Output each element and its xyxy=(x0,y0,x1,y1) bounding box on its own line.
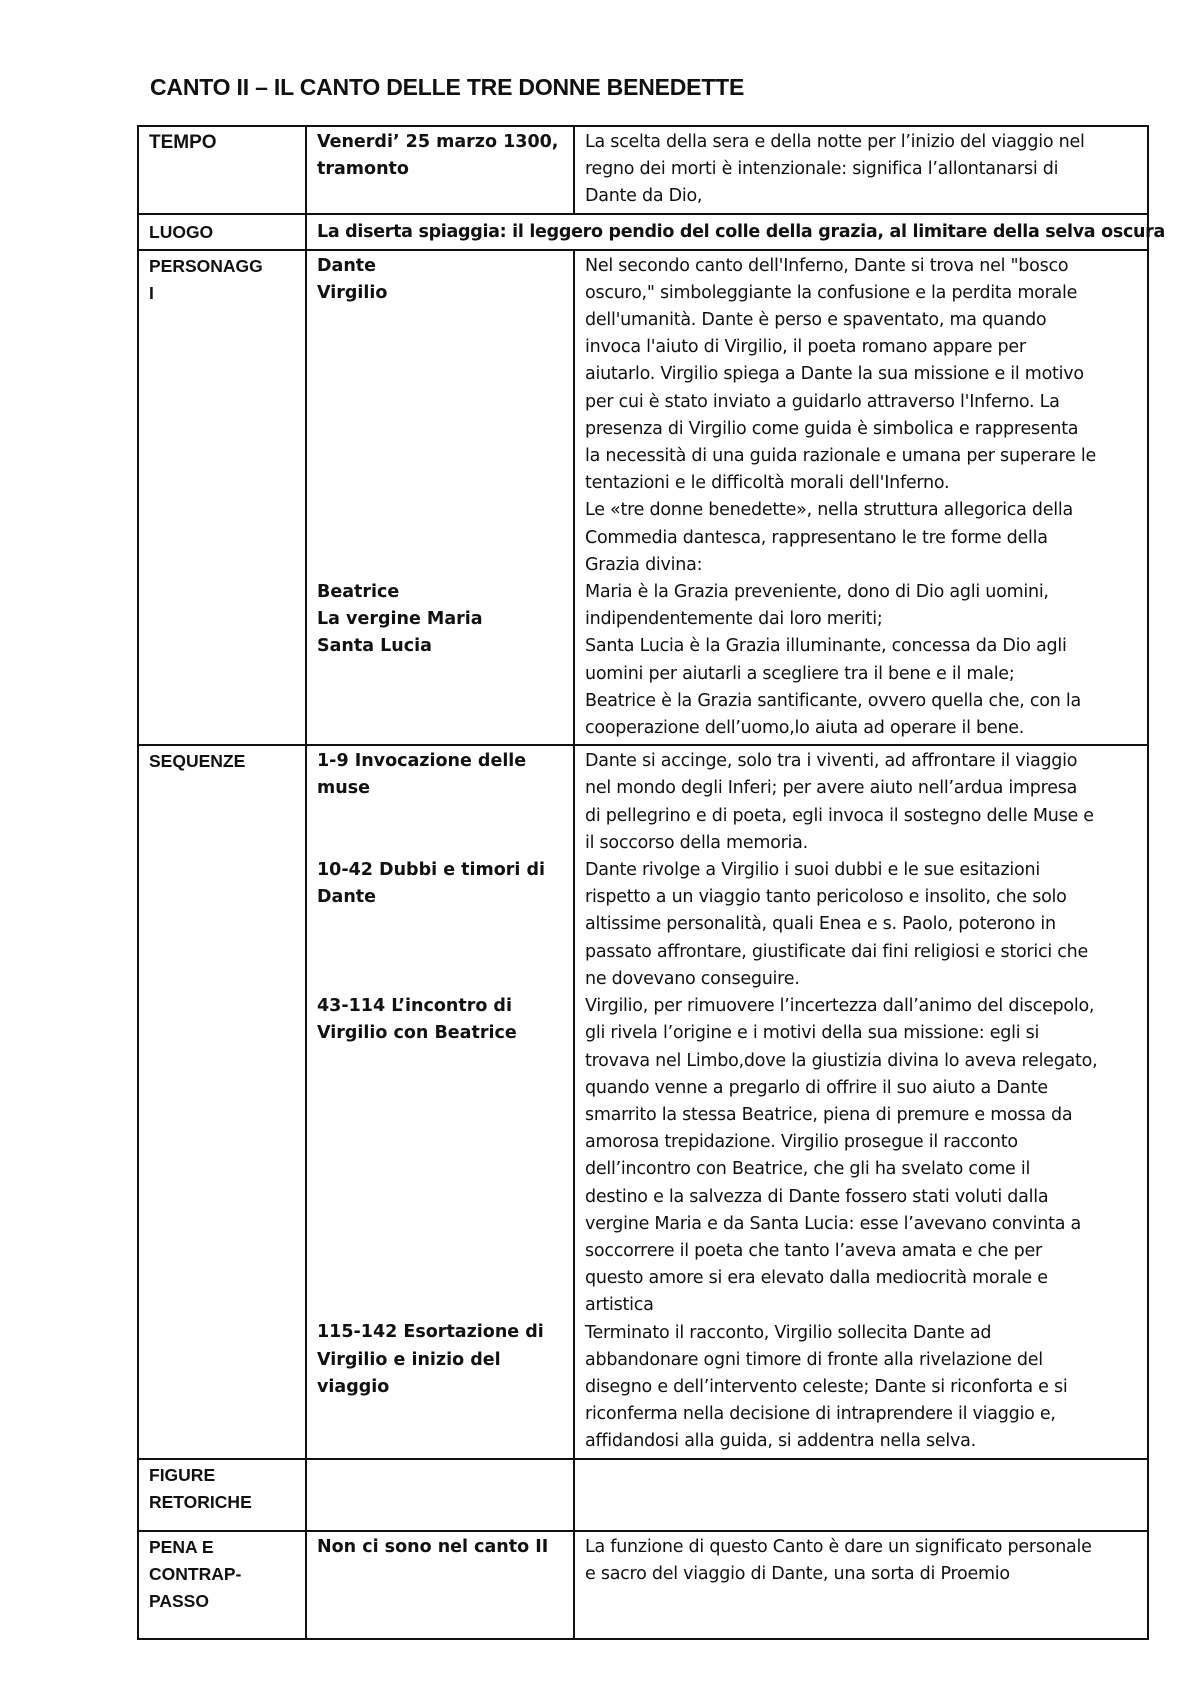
personaggi-names xyxy=(306,250,574,746)
tempo-description xyxy=(574,126,1148,214)
text-line: Dante da Dio, xyxy=(585,186,703,207)
sequence-title xyxy=(317,748,564,857)
text-line: Dante rivolge a Virgilio i suoi dubbi e le sue esitazioni xyxy=(585,860,1040,881)
text-line: passato affrontare, giustificate dai fini religiosi e storici che xyxy=(585,941,1088,962)
row-tempo xyxy=(138,126,1148,214)
text-line: gli rivela l’origine e i motivi della sua missione: egli si xyxy=(585,1023,1040,1044)
text-line: trovava nel Limbo,dove la giustizia divina lo aveva relegato, xyxy=(585,1050,1098,1071)
sequenze-titles xyxy=(306,745,574,1458)
spacer xyxy=(317,307,564,579)
sequence-text xyxy=(585,748,1138,857)
text-line: aiutarlo. Virgilio spiega a Dante la sua missione e il motivo xyxy=(585,364,1084,385)
text-line: la necessità di una guida razionale e umana per superare le xyxy=(585,446,1097,467)
label-line: CONTRAP- xyxy=(149,1563,242,1584)
text-line: Nel secondo canto dell'Inferno, Dante si trova nel "bosco xyxy=(585,255,1069,276)
label-pena-contrappasso xyxy=(138,1531,306,1639)
text-line: indipendentemente dai loro meriti; xyxy=(585,609,883,630)
sequence-title-line: 10-42 Dubbi e timori di xyxy=(317,860,546,881)
text-line: dell’incontro con Beatrice, che gli ha svelato come il xyxy=(585,1159,1031,1180)
label-personaggi xyxy=(138,250,306,746)
text-line: uomini per aiutarli a scegliere tra il bene e il male; xyxy=(585,663,1015,684)
sequenze-descriptions xyxy=(574,745,1148,1458)
label-tempo: TEMPO xyxy=(138,126,306,214)
text-line: quando venne a pregarlo di offrire il suo aiuto a Dante xyxy=(585,1077,1048,1098)
row-sequenze xyxy=(138,745,1148,1458)
figure-retoriche-col2 xyxy=(306,1459,574,1531)
sequence-title-line: Dante xyxy=(317,887,377,908)
sequence-text xyxy=(585,857,1138,993)
text-line: disegno e dell’intervento celeste; Dante si riconforta e si xyxy=(585,1376,1068,1397)
text-line: regno dei morti è intenzionale: significa l’allontanarsi di xyxy=(585,159,1059,180)
document-title: CANTO II – IL CANTO DELLE TRE DONNE BENEDETTE xyxy=(150,74,745,100)
text-line: oscuro," simboleggiante la confusione e la perdita morale xyxy=(585,282,1078,303)
label-line: PERSONAGG xyxy=(149,255,263,276)
sequence-text xyxy=(585,1320,1138,1456)
text-line: Beatrice è la Grazia santificante, ovvero quella che, con la xyxy=(585,690,1081,711)
text-line: abbandonare ogni timore di fronte alla rivelazione del xyxy=(585,1349,1043,1370)
text-line: vergine Maria e da Santa Lucia: esse l’avevano convinta a xyxy=(585,1213,1081,1234)
text-line: soccorrere il poeta che tanto l’aveva amata e che per xyxy=(585,1240,1042,1261)
tempo-date xyxy=(306,126,574,214)
sequence-title-line: 115-142 Esortazione di xyxy=(317,1322,544,1343)
luogo-description: La diserta spiaggia: il leggero pendio del colle della grazia, al limitare della selva oscura xyxy=(306,214,1148,250)
text-line: La scelta della sera e della notte per l’inizio del viaggio nel xyxy=(585,132,1085,152)
sequence-title xyxy=(317,857,564,993)
character-name: Santa Lucia xyxy=(317,636,432,657)
figure-retoriche-col3 xyxy=(574,1459,1148,1531)
text-line: Santa Lucia è la Grazia illuminante, concessa da Dio agli xyxy=(585,636,1067,657)
row-personaggi xyxy=(138,250,1148,746)
character-name: Virgilio xyxy=(317,282,388,303)
text-line: Dante si accinge, solo tra i viventi, ad affrontare il viaggio xyxy=(585,751,1078,772)
text-line: di pellegrino e di poeta, egli invoca il sostegno delle Muse e xyxy=(585,805,1094,826)
label-line: FIGURE xyxy=(149,1464,216,1485)
label-figure-retoriche xyxy=(138,1459,306,1531)
row-luogo xyxy=(138,214,1148,250)
text-line: Commedia dantesca, rappresentano le tre forme della xyxy=(585,527,1048,548)
row-pena-contrappasso xyxy=(138,1531,1148,1639)
label-line: RETORICHE xyxy=(149,1491,252,1512)
pena-description xyxy=(574,1531,1148,1639)
text-line: per cui è stato inviato a guidarlo attraverso l'Inferno. La xyxy=(585,391,1060,412)
text-line: riconferma nella decisione di intraprendere il viaggio e, xyxy=(585,1404,1056,1425)
sequence-title-line: Virgilio con Beatrice xyxy=(317,1023,517,1044)
label-line: PASSO xyxy=(149,1590,209,1611)
text-line: Terminato il racconto, Virgilio sollecita Dante ad xyxy=(585,1322,992,1343)
tempo-date-line: tramonto xyxy=(317,159,409,180)
text-line: Maria è la Grazia preveniente, dono di Dio agli uomini, xyxy=(585,582,1049,603)
character-name: Beatrice xyxy=(317,582,400,603)
label-line: I xyxy=(149,282,154,303)
text-line: presenza di Virgilio come guida è simbolica e rappresenta xyxy=(585,418,1079,439)
sequence-title xyxy=(317,993,564,1319)
character-name: La vergine Maria xyxy=(317,609,483,630)
text-line: nel mondo degli Inferi; per avere aiuto nell’ardua impresa xyxy=(585,778,1078,799)
text-line: dell'umanità. Dante è perso e spaventato, ma quando xyxy=(585,310,1047,331)
text-line: Virgilio, per rimuovere l’incertezza dall’animo del discepolo, xyxy=(585,996,1095,1017)
tempo-date-line: Venerdi’ 25 marzo 1300, xyxy=(317,132,559,152)
pena-col2: Non ci sono nel canto II xyxy=(306,1531,574,1639)
text-line: amorosa trepidazione. Virgilio prosegue il racconto xyxy=(585,1132,1018,1153)
text-line: altissime personalità, quali Enea e s. Paolo, poterono in xyxy=(585,914,1056,935)
sequence-title-line: 1-9 Invocazione delle xyxy=(317,751,527,772)
text-line: questo amore si era elevato dalla mediocrità morale e xyxy=(585,1268,1048,1289)
personaggi-description xyxy=(574,250,1148,746)
row-figure-retoriche xyxy=(138,1459,1148,1531)
label-luogo: LUOGO xyxy=(138,214,306,250)
sequence-text xyxy=(585,993,1138,1319)
text-line: e sacro del viaggio di Dante, una sorta di Proemio xyxy=(585,1563,1010,1584)
text-line: Grazia divina: xyxy=(585,554,703,575)
sequence-title-line: 43-114 L’incontro di xyxy=(317,996,512,1017)
text-line: rispetto a un viaggio tanto pericoloso e insolito, che solo xyxy=(585,887,1067,908)
text-line: tentazioni e le difficoltà morali dell'Inferno. xyxy=(585,473,950,494)
character-name: Dante xyxy=(317,255,377,276)
sequence-title-line: muse xyxy=(317,778,370,799)
label-sequenze: SEQUENZE xyxy=(138,745,306,1458)
text-line: Le «tre donne benedette», nella struttura allegorica della xyxy=(585,500,1073,521)
text-line: ne dovevano conseguire. xyxy=(585,968,800,989)
text-line: destino e la salvezza di Dante fossero stati voluti dalla xyxy=(585,1186,1049,1207)
sequence-title xyxy=(317,1319,564,1401)
label-line: PENA E xyxy=(149,1536,214,1557)
sequence-title-line: Virgilio e inizio del viaggio xyxy=(317,1349,501,1397)
text-line: il soccorso della memoria. xyxy=(585,832,808,853)
canto-table xyxy=(137,125,1166,1640)
text-line: smarrito la stessa Beatrice, piena di premure e mossa da xyxy=(585,1104,1073,1125)
text-line: La funzione di questo Canto è dare un significato personale xyxy=(585,1536,1092,1557)
text-line: invoca l'aiuto di Virgilio, il poeta romano appare per xyxy=(585,337,1026,358)
text-line: cooperazione dell’uomo,lo aiuta ad operare il bene. xyxy=(585,718,1025,739)
text-line: affidandosi alla guida, si addentra nella selva. xyxy=(585,1431,976,1452)
text-line: artistica xyxy=(585,1295,654,1316)
